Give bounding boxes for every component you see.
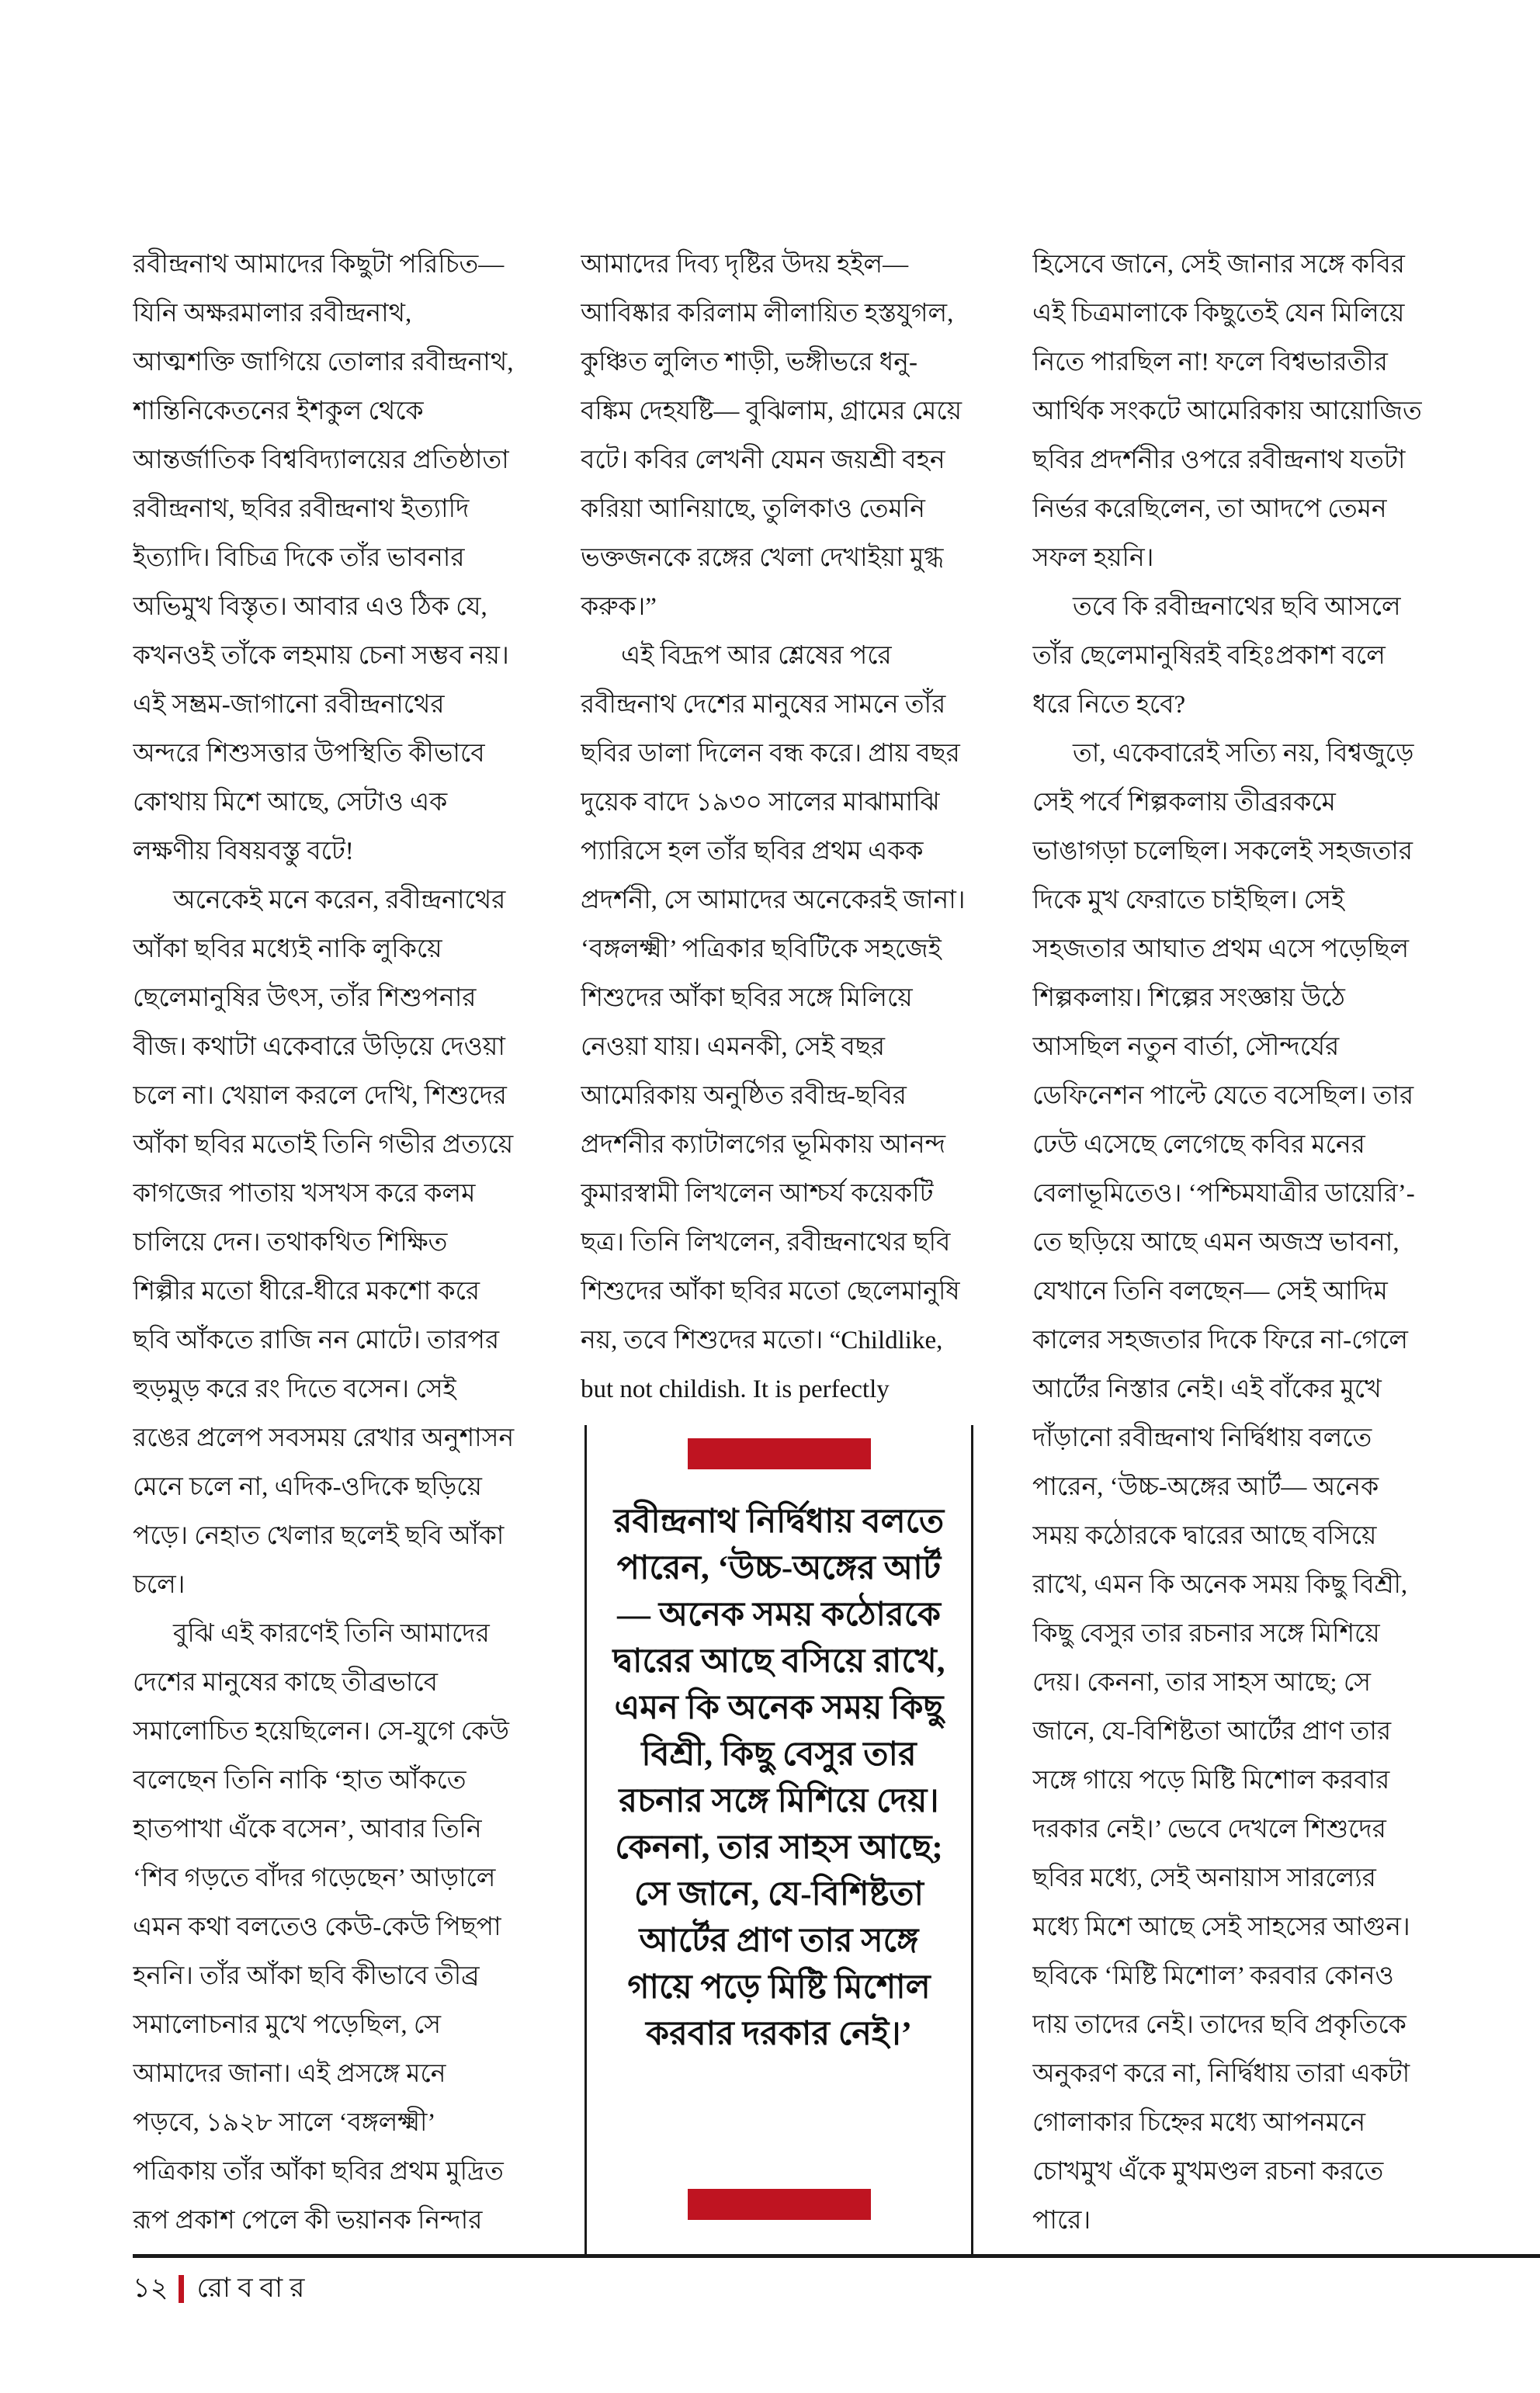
paragraph: এই বিদ্রূপ আর শ্লেষের পরে রবীন্দ্রনাথ দেশের মানুষের সামনে তাঁর ছবির ডালা দিলেন বন্ধ করে। প্রায় বছর দুয়েক বাদে ১৯৩০ সালের মাঝামাঝি প্যারিসে হল তাঁর ছবির প্রথম একক প্রদর্শনী, সে আমাদের অনেকেরই জানা। ‘বঙ্গলক্ষ্মী’ পত্রিকার ছবিটিকে সহজেই শিশুদের আঁকা ছবির সঙ্গে মিলিয়ে নেওয়া যায়। এমনকী, সেই বছর আমেরিকায় অনুষ্ঠিত রবীন্দ্র-ছবির প্রদর্শনীর ক্যাটালগের ভূমিকায় আনন্দ কুমারস্বামী লিখলেন আশ্চর্য কয়েকটি ছত্র। তিনি লিখলেন, রবীন্দ্রনাথের ছবি শিশুদের আঁকা ছবির মতো ছেলেমানুষি নয়, তবে শিশুদের মতো। “Childlike, but not childish. It is perfectly xyxy=(581,642,966,1403)
column-3 xyxy=(1032,241,1422,2243)
paragraph: তবে কি রবীন্দ্রনাথের ছবি আসলে তাঁর ছেলেমানুষিরই বহিঃপ্রকাশ বলে ধরে নিতে হবে? xyxy=(1032,593,1401,719)
footer xyxy=(133,2270,311,2308)
pull-quote-box xyxy=(584,1425,973,2256)
paragraph: তা, একেবারেই সত্যি নয়, বিশ্বজুড়ে সেই পর্বে শিল্পকলায় তীব্ররকমে ভাঙাগড়া চলেছিল। সকলেই সহজতার দিকে মুখ ফেরাতে চাইছিল। সেই সহজতার আঘাত প্রথম এসে পড়েছিল শিল্পকলায়। শিল্পের সংজ্ঞায় উঠে আসছিল নতুন বার্তা, সৌন্দর্যের ডেফিনেশন পাল্টে যেতে বসেছিল। তার ঢেউ এসেছে লেগেছে কবির মনের বেলাভূমিতেও। ‘পশ্চিমযাত্রীর ডায়েরি’-তে ছড়িয়ে আছে এমন অজস্র ভাবনা, যেখানে তিনি বলছেন— সেই আদিম কালের সহজতার দিকে ফিরে না-গেলে আর্টের নিস্তার নেই। এই বাঁকের মুখে দাঁড়ানো রবীন্দ্রনাথ নির্দ্বিধায় বলতে পারেন, ‘উচ্চ-অঙ্গের আর্ট— অনেক সময় কঠোরকে দ্বারের আছে বসিয়ে রাখে, এমন কি অনেক সময় কিছু বিশ্রী, কিছু বেসুর তার রচনার সঙ্গে মিশিয়ে দেয়। কেননা, তার সাহস আছে; সে জানে, যে-বিশিষ্টতা আর্টের প্রাণ তার সঙ্গে গায়ে পড়ে মিষ্টি মিশোল করবার দরকার নেই।’ ভেবে দেখলে শিশুদের ছবির মধ্যে, সেই অনায়াস সারল্যের মধ্যে মিশে আছে সেই সাহসের আগুন। ছবিকে ‘মিষ্টি মিশোল’ করবার কোনও দায় তাদের নেই। তাদের ছবি প্রকৃতিকে অনুকরণ করে না, নির্দ্বিধায় তারা একটা গোলাকার চিহ্নের মধ্যে আপনমনে চোখমুখ এঁকে মুখমণ্ডল রচনা করতে পারে। xyxy=(1032,740,1415,2235)
pull-quote-bottom-rule xyxy=(688,2189,871,2220)
footer-rule xyxy=(133,2254,1540,2258)
paragraph: হিসেবে জানে, সেই জানার সঙ্গে কবির এই চিত্রমালাকে কিছুতেই যেন মিলিয়ে নিতে পারছিল না! ফলে বিশ্বভারতীর আর্থিক সংকটে আমেরিকায় আয়োজিত ছবির প্রদর্শনীর ওপরে রবীন্দ্রনাথ যতটা নির্ভর করেছিলেন, তা আদপে তেমন সফল হয়নি। xyxy=(1032,251,1422,572)
paragraph: বুঝি এই কারণেই তিনি আমাদের দেশের মানুষের কাছে তীব্রভাবে সমালোচিত হয়েছিলেন। সে-যুগে কেউ বলেছেন তিনি নাকি ‘হাত আঁকতে হাতপাখা এঁকে বসেন’, আবার তিনি ‘শিব গড়তে বাঁদর গড়েছেন’ আড়ালে এমন কথা বলতেও কেউ-কেউ পিছপা হননি। তাঁর আঁকা ছবি কীভাবে তীব্র সমালোচনার মুখে পড়েছিল, সে আমাদের জানা। এই প্রসঙ্গে মনে পড়বে, ১৯২৮ সালে ‘বঙ্গলক্ষ্মী’ পত্রিকায় তাঁর আঁকা ছবির প্রথম মুদ্রিত রূপ প্রকাশ পেলে কী ভয়ানক নিন্দার xyxy=(133,1620,509,2235)
pull-quote-top-rule xyxy=(688,1438,871,1469)
column-1 xyxy=(133,241,515,2243)
column-2 xyxy=(581,241,969,1405)
paragraph: রবীন্দ্রনাথ আমাদের কিছুটা পরিচিত— যিনি অক্ষরমালার রবীন্দ্রনাথ, আত্মশক্তি জাগিয়ে তোলার রবীন্দ্রনাথ, শান্তিনিকেতনের ইশকুল থেকে আন্তর্জাতিক বিশ্ববিদ্যালয়ের প্রতিষ্ঠাতা রবীন্দ্রনাথ, ছবির রবীন্দ্রনাথ ইত্যাদি ইত্যাদি। বিচিত্র দিকে তাঁর ভাবনার অভিমুখ বিস্তৃত। আবার এও ঠিক যে, কখনওই তাঁকে লহমায় চেনা সম্ভব নয়। এই সম্ভ্রম-জাগানো রবীন্দ্রনাথের অন্দরে শিশুসত্তার উপস্থিতি কীভাবে কোথায় মিশে আছে, সেটাও এক লক্ষণীয় বিষয়বস্তু বটে! xyxy=(133,251,514,865)
paragraph: আমাদের দিব্য দৃষ্টির উদয় হইল— আবিষ্কার করিলাম লীলায়িত হস্তযুগল, কুঞ্চিত লুলিত শাড়ী, ভঙ্গীভরে ধনু-বঙ্কিম দেহযষ্টি— বুঝিলাম, গ্রামের মেয়ে বটে। কবির লেখনী যেমন জয়শ্রী বহন করিয়া আনিয়াছে, তুলিকাও তেমনি ভক্তজনকে রঙ্গের খেলা দেখাইয়া মুগ্ধ করুক।” xyxy=(581,251,962,621)
pull-quote-text: রবীন্দ্রনাথ নির্দ্বিধায় বলতে পারেন, ‘উচ্চ-অঙ্গের আর্ট— অনেক সময় কঠোরকে দ্বারের আছে বসিয়ে রাখে, এমন কি অনেক সময় কিছু বিশ্রী, কিছু বেসুর তার রচনার সঙ্গে মিশিয়ে দেয়। কেননা, তার সাহস আছে; সে জানে, যে-বিশিষ্টতা আর্টের প্রাণ তার সঙ্গে গায়ে পড়ে মিষ্টি মিশোল করবার দরকার নেই।’ xyxy=(612,1503,945,2052)
page-number: ১২ xyxy=(133,2272,168,2303)
magazine-title: রোববার xyxy=(196,2272,312,2303)
paragraph: অনেকেই মনে করেন, রবীন্দ্রনাথের আঁকা ছবির মধ্যেই নাকি লুকিয়ে ছেলেমানুষির উৎস, তাঁর শিশুপনার বীজ। কথাটা একেবারে উড়িয়ে দেওয়া চলে না। খেয়াল করলে দেখি, শিশুদের আঁকা ছবির মতোই তিনি গভীর প্রত্যয়ে কাগজের পাতায় খসখস করে কলম চালিয়ে দেন। তথাকথিত শিক্ষিত শিল্পীর মতো ধীরে-ধীরে মকশো করে ছবি আঁকতে রাজি নন মোটে। তারপর হুড়মুড় করে রং দিতে বসেন। সেই রঙের প্রলেপ সবসময় রেখার অনুশাসন মেনে চলে না, এদিক-ওদিকে ছড়িয়ে পড়ে। নেহাত খেলার ছলেই ছবি আঁকা চলে। xyxy=(133,886,515,1599)
footer-divider xyxy=(179,2275,184,2303)
